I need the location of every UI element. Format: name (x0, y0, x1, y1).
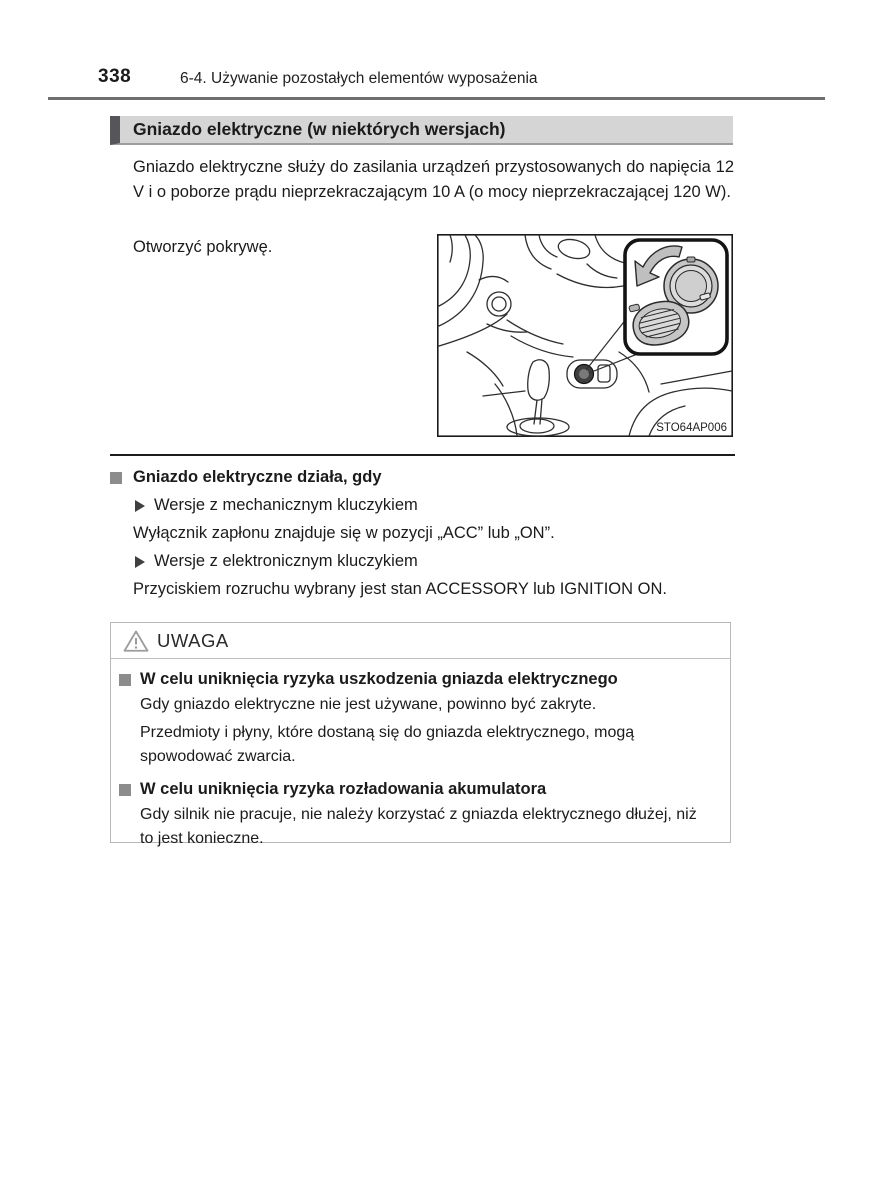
caution-paragraph: Gdy gniazdo elektryczne nie jest używane, powinno być zakryte. (140, 696, 597, 713)
caution-title: UWAGA (157, 629, 229, 651)
outlet-cover-inset (625, 240, 727, 354)
caution-header (111, 623, 730, 659)
caution-box (110, 622, 731, 847)
variant-label: Wersje z elektronicznym kluczykiem (154, 552, 418, 570)
variant-label: Wersje z mechanicznym kluczykiem (154, 496, 418, 514)
operation-heading-label: Gniazdo elektryczne działa, gdy (133, 468, 382, 486)
caution-item-heading (119, 670, 716, 689)
operation-description: Wyłącznik zapłonu znajduje się w pozycji „ACC” lub „ON”. (133, 524, 555, 542)
car-interior-illustration (437, 234, 733, 437)
triangle-bullet-icon (135, 556, 145, 568)
caution-paragraph: Przedmioty i płyny, które dostaną się do gniazda elektrycznego, mogą spowodować zwarcia. (140, 724, 635, 765)
caution-heading-label: W celu uniknięcia ryzyka uszkodzenia gniazda elektrycznego (140, 670, 618, 688)
power-outlet-socket (575, 365, 594, 384)
instruction-text: Otworzyć pokrywę. (133, 238, 273, 256)
section-divider (110, 454, 735, 456)
figure-power-outlet (437, 234, 733, 437)
caution-item-heading (119, 780, 716, 799)
caution-heading-label: W celu uniknięcia ryzyka rozładowania akumulatora (140, 780, 547, 798)
operation-heading (110, 468, 382, 487)
caution-paragraph: Gdy silnik nie pracuje, nie należy korzystać z gniazda elektrycznego dłużej, niż to jest konieczne. (140, 806, 697, 847)
page-number: 338 (98, 66, 132, 87)
intro-paragraph: Gniazdo elektryczne służy do zasilania urządzeń przystosowanych do napięcia 12 V i o poborze prądu nieprzekraczającym 10 A (o mocy nieprzekraczającej 120 W). (133, 158, 734, 201)
warning-triangle-icon (123, 629, 149, 653)
header-rule (48, 97, 825, 100)
figure-code: STO64AP006 (656, 422, 727, 434)
operation-variant-mechanical (135, 496, 418, 515)
square-bullet-icon (119, 784, 131, 796)
chapter-title: 6-4. Używanie pozostałych elementów wyposażenia (180, 70, 538, 87)
square-bullet-icon (119, 674, 131, 686)
section-title-bar (110, 116, 733, 145)
triangle-bullet-icon (135, 500, 145, 512)
operation-description: Przyciskiem rozruchu wybrany jest stan ACCESSORY lub IGNITION ON. (133, 580, 667, 598)
square-bullet-icon (110, 472, 122, 484)
section-title: Gniazdo elektryczne (w niektórych wersjach) (133, 119, 506, 139)
operation-variant-electronic (135, 552, 418, 571)
